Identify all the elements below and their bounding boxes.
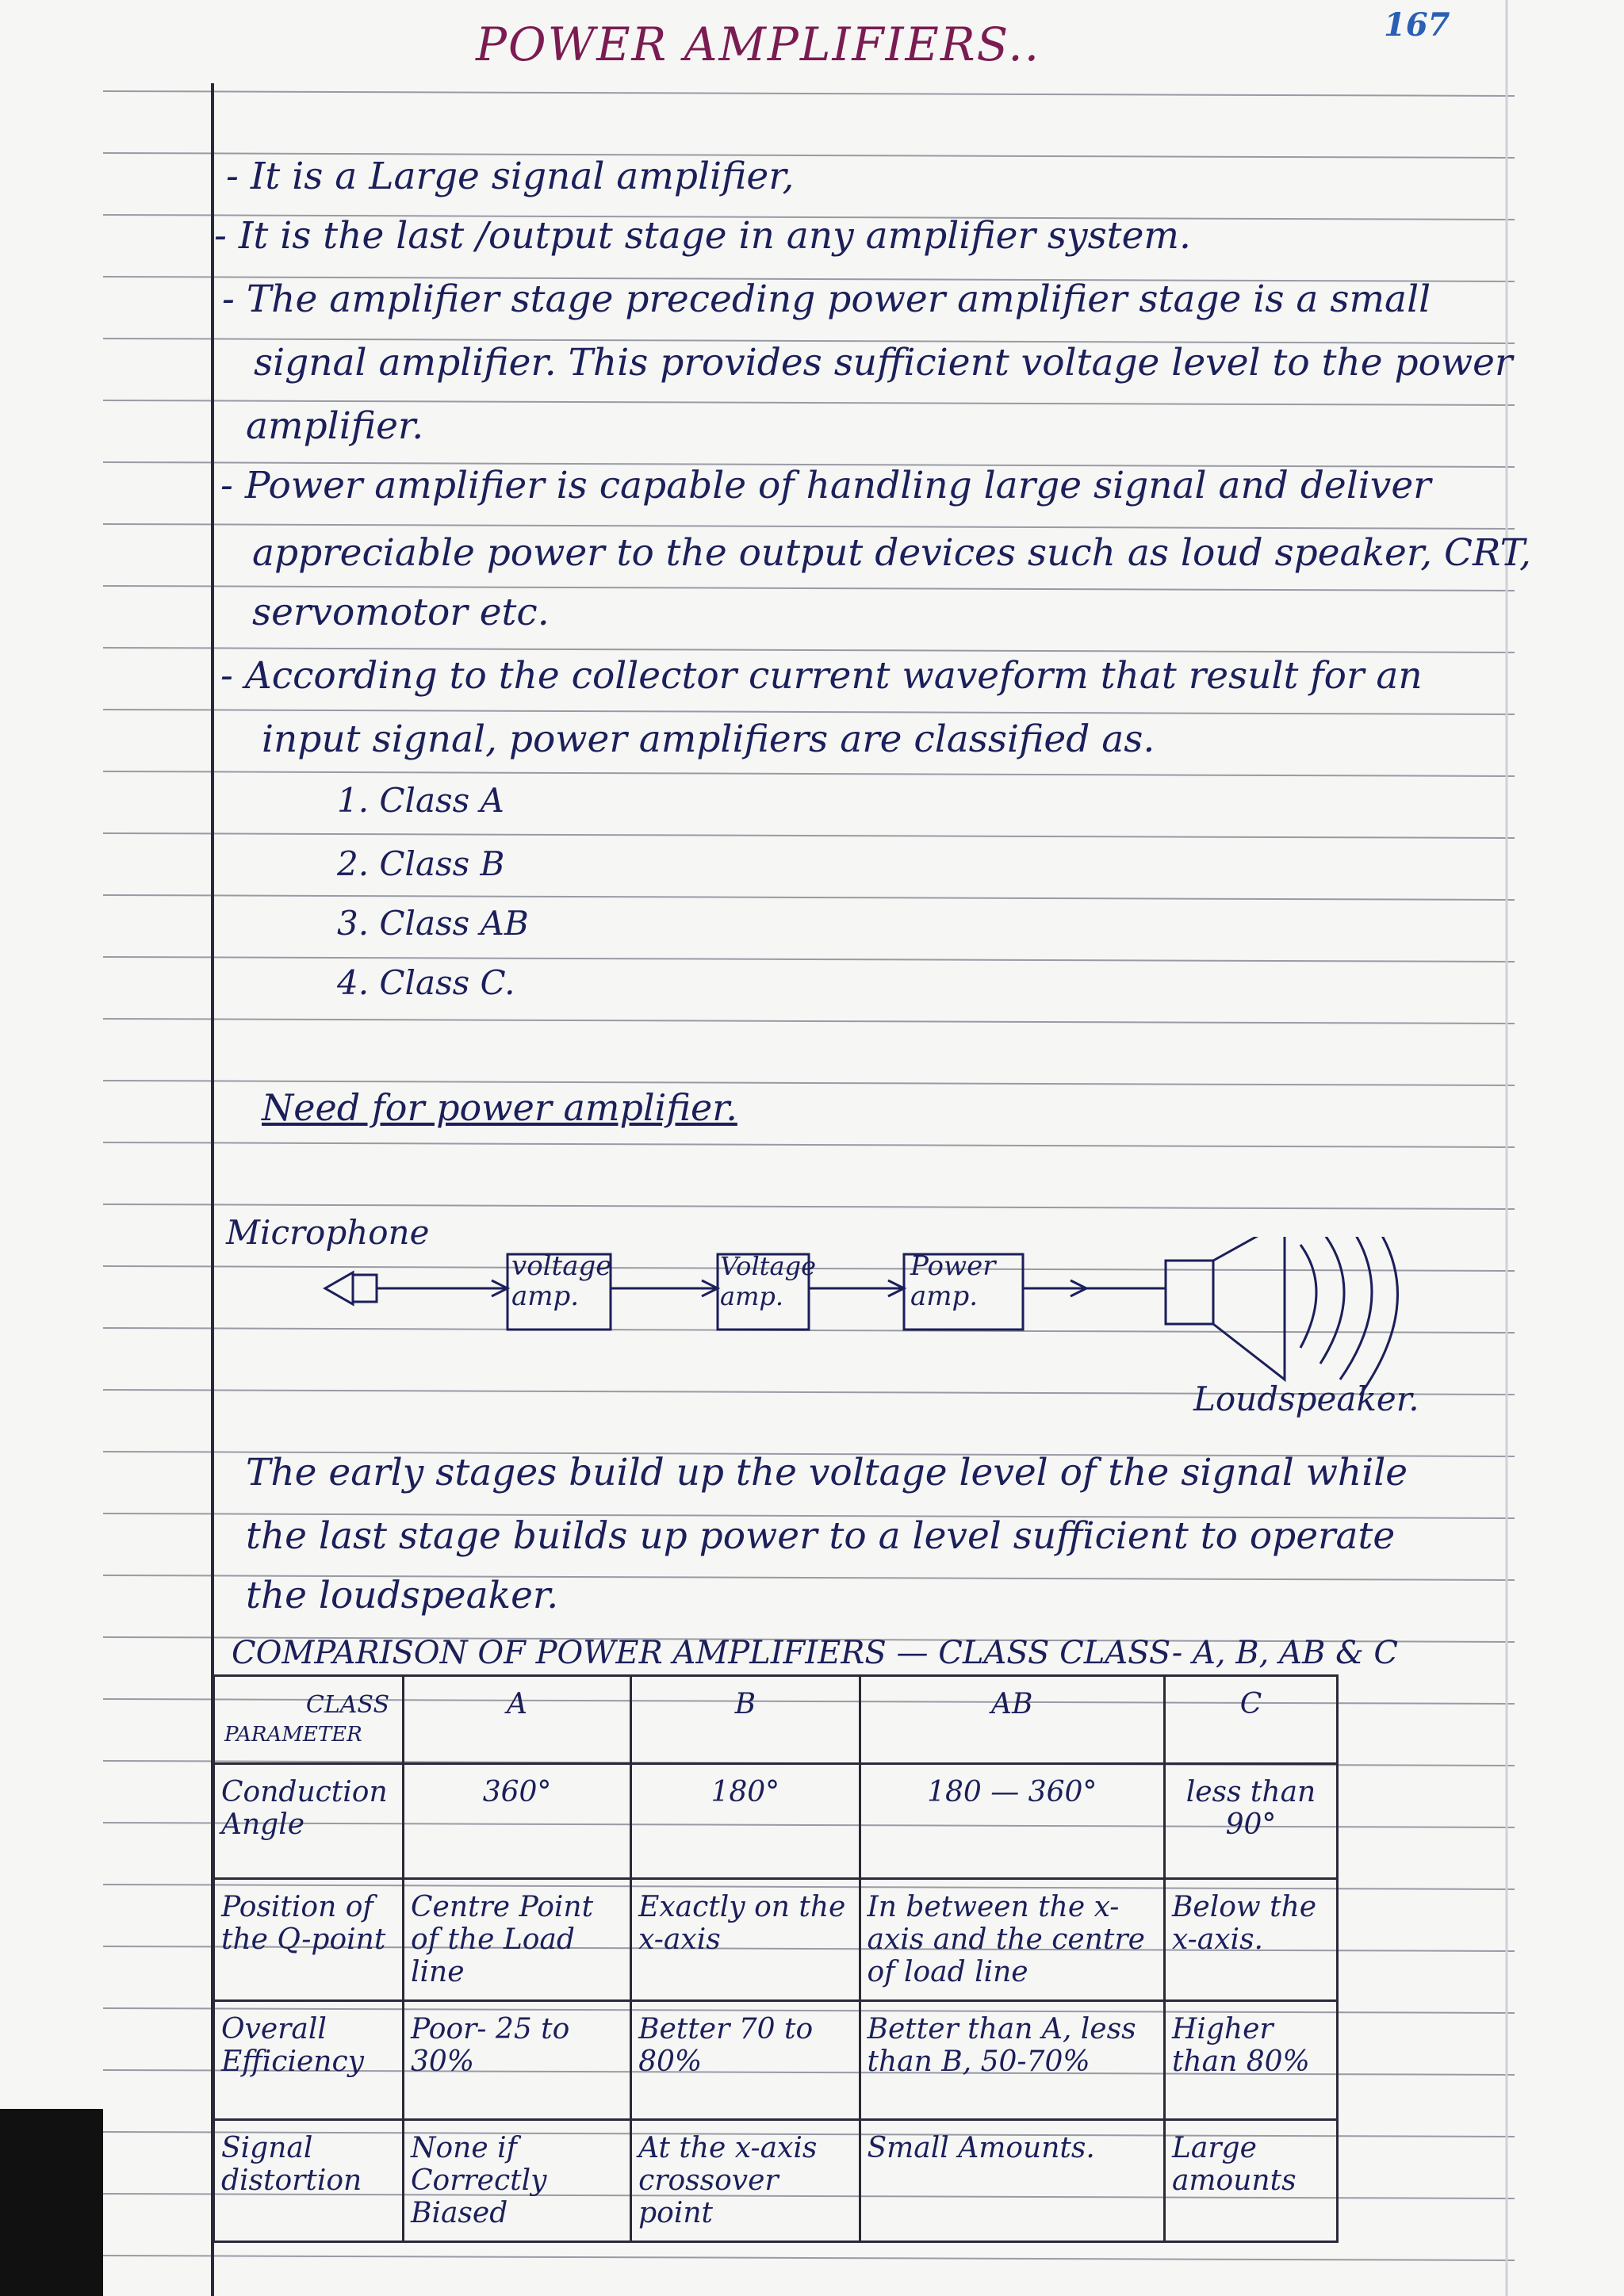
- page-number: 167: [1384, 6, 1450, 44]
- rule-line: [103, 833, 1515, 838]
- header-cell: C: [1164, 1676, 1337, 1764]
- text-line: signal amplifier. This provides sufficient voltage level to the power: [254, 341, 1513, 385]
- rule-line: [103, 1204, 1515, 1209]
- value-cell: In between the x-axis and the centre of load line: [860, 1879, 1164, 2001]
- microphone-label: Microphone: [226, 1213, 430, 1252]
- text-line: the loudspeaker.: [246, 1574, 559, 1617]
- value-cell: At the x-axis crossover point: [631, 2120, 860, 2242]
- rule-line: [103, 1142, 1515, 1147]
- class-item: 4. Class C.: [337, 963, 515, 1002]
- header-cell: AB: [860, 1676, 1164, 1764]
- table-title: COMPARISON OF POWER AMPLIFIERS — CLASS CLASS- A, B, AB & C: [232, 1635, 1399, 1671]
- value-cell: None if Correctly Biased: [404, 2120, 631, 2242]
- stage-voltage-amp-2: Voltage amp.: [720, 1251, 817, 1311]
- text-line: - It is a Large signal amplifier,: [226, 155, 795, 198]
- rule-line: [103, 1019, 1515, 1024]
- header-cell: B: [631, 1676, 860, 1764]
- class-item: 2. Class B: [337, 844, 505, 883]
- microphone-icon: [325, 1272, 353, 1304]
- section-heading: Need for power amplifier.: [262, 1086, 737, 1129]
- rule-line: [103, 957, 1515, 962]
- text-line: - It is the last /output stage in any amplifier system.: [214, 214, 1191, 258]
- text-line: - According to the collector current waveform that result for an: [220, 654, 1423, 698]
- table-row: [214, 1879, 1338, 2001]
- value-cell: Better 70 to 80%: [631, 2001, 860, 2120]
- class-item: 3. Class AB: [337, 904, 529, 943]
- rule-line: [103, 771, 1515, 776]
- loudspeaker-label: Loudspeaker.: [1193, 1380, 1419, 1418]
- text-line: - The amplifier stage preceding power amplifier stage is a small: [222, 277, 1431, 321]
- param-cell: Conduction Angle: [214, 1764, 404, 1879]
- rule-line: [103, 895, 1515, 900]
- value-cell: Better than A, less than B, 50-70%: [860, 2001, 1164, 2120]
- value-cell: 360°: [404, 1764, 631, 1879]
- table-row: [214, 2001, 1338, 2120]
- corner-class-label: CLASS: [305, 1691, 389, 1719]
- value-cell: 180°: [631, 1764, 860, 1879]
- param-cell: Overall Efficiency: [214, 2001, 404, 2120]
- corner-cell: [214, 1676, 404, 1764]
- table-row: [214, 1764, 1338, 1879]
- rule-line: [103, 1081, 1515, 1085]
- rule-line: [103, 710, 1515, 714]
- comparison-table: [213, 1674, 1339, 2243]
- rule-line: [103, 648, 1515, 652]
- text-line: The early stages build up the voltage level of the signal while: [246, 1451, 1408, 1494]
- text-line: - Power amplifier is capable of handling large signal and deliver: [220, 464, 1431, 507]
- value-cell: Small Amounts.: [860, 2120, 1164, 2242]
- rule-line: [103, 2256, 1515, 2260]
- text-line: the last stage builds up power to a level sufficient to operate: [246, 1514, 1396, 1558]
- stage-voltage-amp-1: voltage amp.: [511, 1250, 612, 1312]
- value-cell: Large amounts: [1164, 2120, 1337, 2242]
- value-cell: Exactly on the x-axis: [631, 1879, 860, 2001]
- value-cell: Poor- 25 to 30%: [404, 2001, 631, 2120]
- param-cell: Position of the Q-point: [214, 1879, 404, 2001]
- header-cell: A: [404, 1676, 631, 1764]
- value-cell: Centre Point of the Load line: [404, 1879, 631, 2001]
- table-row: [214, 2120, 1338, 2242]
- loudspeaker-icon: [1166, 1237, 1398, 1395]
- rule-line: [103, 524, 1515, 529]
- rule-line: [103, 91, 1515, 96]
- text-line: servomotor etc.: [252, 591, 550, 634]
- text-line: input signal, power amplifiers are classified as.: [262, 718, 1155, 761]
- page-title: POWER AMPLIFIERS..: [476, 17, 1041, 71]
- table-header-row: [214, 1676, 1338, 1764]
- text-line: appreciable power to the output devices such as loud speaker, CRT,: [252, 531, 1531, 575]
- value-cell: 180 — 360°: [860, 1764, 1164, 1879]
- value-cell: less than 90°: [1164, 1764, 1337, 1879]
- value-cell: Higher than 80%: [1164, 2001, 1337, 2120]
- param-cell: Signal distortion: [214, 2120, 404, 2242]
- class-item: 1. Class A: [337, 781, 504, 820]
- value-cell: Below the x-axis.: [1164, 1879, 1337, 2001]
- text-line: amplifier.: [246, 404, 424, 448]
- stage-power-amp: Power amp.: [910, 1250, 996, 1312]
- corner-parameter-label: PARAMETER: [224, 1723, 362, 1747]
